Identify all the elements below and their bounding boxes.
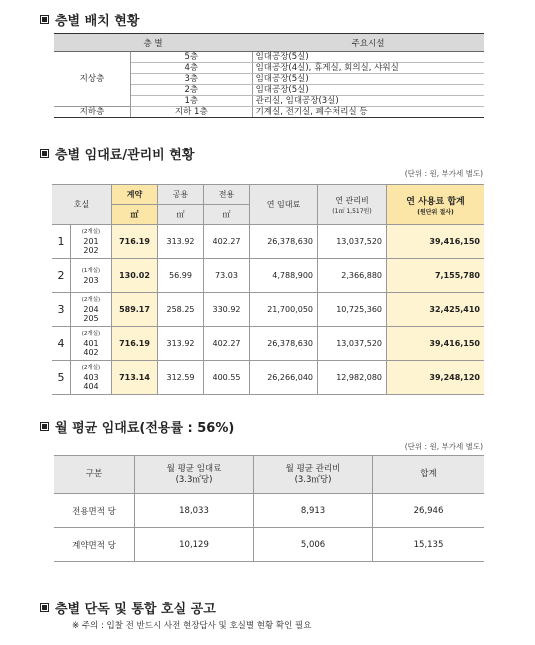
unit-note: (단위 : 원, 부가세 별도)	[404, 442, 483, 451]
table-row	[52, 293, 484, 327]
mgmt-cell: 5,006	[254, 528, 373, 562]
header-floor: 층 별	[54, 34, 252, 52]
header-total	[387, 185, 485, 225]
section-title-room-notice	[40, 598, 216, 617]
facility-cell: 관리실, 임대공장(3실)	[252, 96, 484, 107]
floor-cell: 4층	[131, 63, 253, 74]
header-unit: ㎡	[112, 205, 158, 225]
floor-cell: 1층	[131, 96, 253, 107]
header-unit: ㎡	[204, 205, 250, 225]
mgmt-cell: 12,982,080	[318, 361, 387, 395]
header-rent-sub: (3.3㎡당)	[175, 474, 213, 485]
square-bullet-icon	[40, 149, 49, 158]
contract-cell: 713.14	[112, 361, 158, 395]
header-common: 공용	[158, 185, 204, 205]
facility-cell: 임대공장(5실)	[252, 85, 484, 96]
rent-cell: 21,700,050	[250, 293, 318, 327]
room-note: (2개실)	[81, 297, 101, 303]
header-rent: 연 임대료	[250, 185, 318, 225]
header-unit: ㎡	[158, 205, 204, 225]
room-no: 202	[83, 246, 99, 255]
room-cell	[71, 327, 112, 361]
common-cell: 312.59	[158, 361, 204, 395]
facility-cell: 기계실, 전기실, 폐수처리실 등	[252, 107, 484, 118]
header-total-sub: (원단위 절사)	[417, 208, 454, 216]
rent-cell: 26,378,630	[250, 327, 318, 361]
header-total-label: 연 사용료 합계	[406, 196, 465, 207]
mgmt-cell: 13,037,520	[318, 225, 387, 259]
facility-cell: 임대공장(5실)	[252, 52, 484, 63]
header-monthly-mgmt	[254, 456, 373, 494]
basement-cell: 지하층	[54, 107, 131, 118]
room-no: 403	[83, 373, 99, 382]
table-row	[52, 327, 484, 361]
room-cell	[71, 293, 112, 327]
table-row	[54, 528, 484, 562]
table-row	[52, 361, 484, 395]
category-cell: 전용면적 당	[54, 494, 135, 528]
contract-cell: 716.19	[112, 225, 158, 259]
room-note: (2개실)	[81, 331, 101, 337]
exclusive-cell: 73.03	[204, 259, 250, 293]
unit-note: (단위 : 원, 부가세 별도)	[404, 169, 483, 178]
above-ground-cell: 지상층	[54, 52, 131, 107]
section-title-monthly-rent	[40, 417, 234, 436]
mgmt-cell: 13,037,520	[318, 327, 387, 361]
caution-note: ※ 주의 : 입찰 전 반드시 사전 현장답사 및 호실별 현황 확인 필요	[72, 621, 312, 631]
mgmt-cell: 2,366,880	[318, 259, 387, 293]
floor-cell: 2층	[131, 85, 253, 96]
room-note: (1개실)	[81, 267, 101, 274]
exclusive-cell: 400.55	[204, 361, 250, 395]
room-no: 203	[83, 275, 99, 285]
rent-status-table	[52, 184, 484, 395]
total-cell: 39,416,150	[387, 327, 485, 361]
room-no: 401	[83, 339, 99, 348]
square-bullet-icon	[40, 603, 49, 612]
total-cell: 7,155,780	[387, 259, 485, 293]
facility-cell: 임대공장(5실)	[252, 74, 484, 85]
row-number: 5	[52, 361, 71, 395]
header-mgmt-label: 월 평균 관리비	[285, 463, 341, 474]
rent-cell: 10,129	[135, 528, 254, 562]
table-header-row	[52, 185, 484, 205]
exclusive-cell: 402.27	[204, 327, 250, 361]
common-cell: 258.25	[158, 293, 204, 327]
floor-cell: 3층	[131, 74, 253, 85]
header-room: 호실	[52, 185, 112, 225]
section-title-text: 층별 배치 현황	[55, 14, 140, 29]
table-row	[54, 494, 484, 528]
header-exclusive: 전용	[204, 185, 250, 205]
row-number: 1	[52, 225, 71, 259]
category-cell: 계약면적 당	[54, 528, 135, 562]
header-mgmt	[318, 185, 387, 225]
facility-cell: 임대공장(4실), 휴게실, 회의실, 샤워실	[252, 63, 484, 74]
common-cell: 313.92	[158, 327, 204, 361]
mgmt-cell: 10,725,360	[318, 293, 387, 327]
rent-cell: 18,033	[135, 494, 254, 528]
rent-cell: 26,266,040	[250, 361, 318, 395]
room-no: 402	[83, 348, 99, 357]
monthly-rent-table	[54, 455, 484, 562]
floor-cell: 지하 1층	[131, 107, 253, 118]
table-row	[52, 259, 484, 293]
section-title-text: 월 평균 임대료(전용률 : 56%)	[55, 421, 235, 436]
room-no: 404	[83, 382, 99, 391]
contract-cell: 716.19	[112, 327, 158, 361]
header-mgmt-sub: (3.3㎡당)	[294, 474, 332, 485]
row-number: 4	[52, 327, 71, 361]
floor-cell: 5층	[131, 52, 253, 63]
floor-layout-table	[54, 33, 484, 118]
table-row	[54, 52, 484, 63]
header-facility: 주요시설	[252, 34, 484, 52]
total-cell: 26,946	[373, 494, 485, 528]
header-total: 합계	[373, 456, 485, 494]
header-mgmt-label: 연 관리비	[335, 195, 369, 205]
row-number: 2	[52, 259, 71, 293]
row-number: 3	[52, 293, 71, 327]
room-no: 201	[83, 237, 99, 246]
section-title-floor-layout	[40, 10, 139, 29]
section-title-text: 층별 임대료/관리비 현황	[55, 148, 195, 163]
room-no: 205	[83, 314, 99, 323]
square-bullet-icon	[40, 15, 49, 24]
square-bullet-icon	[40, 422, 49, 431]
section-title-text: 층별 단독 및 통합 호실 공고	[55, 602, 216, 617]
total-cell: 39,416,150	[387, 225, 485, 259]
header-contract: 계약	[112, 185, 158, 205]
total-cell: 32,425,410	[387, 293, 485, 327]
room-cell	[71, 361, 112, 395]
section-title-rent-status	[40, 144, 194, 163]
table-row	[52, 225, 484, 259]
table-row	[54, 107, 484, 118]
table-header-row	[54, 456, 484, 494]
room-cell	[71, 259, 112, 293]
common-cell: 313.92	[158, 225, 204, 259]
exclusive-cell: 402.27	[204, 225, 250, 259]
common-cell: 56.99	[158, 259, 204, 293]
room-no: 204	[83, 305, 99, 314]
header-category: 구분	[54, 456, 135, 494]
contract-cell: 130.02	[112, 259, 158, 293]
total-cell: 15,135	[373, 528, 485, 562]
rent-cell: 26,378,630	[250, 225, 318, 259]
mgmt-cell: 8,913	[254, 494, 373, 528]
header-mgmt-sub: (1㎡ 1,517원)	[332, 207, 372, 215]
room-cell	[71, 225, 112, 259]
room-note: (2개실)	[81, 365, 101, 371]
header-monthly-rent	[135, 456, 254, 494]
contract-cell: 589.17	[112, 293, 158, 327]
table-header-row	[54, 34, 484, 52]
header-rent-label: 월 평균 임대료	[166, 463, 222, 474]
total-cell: 39,248,120	[387, 361, 485, 395]
exclusive-cell: 330.92	[204, 293, 250, 327]
rent-cell: 4,788,900	[250, 259, 318, 293]
room-note: (2개실)	[81, 229, 101, 235]
